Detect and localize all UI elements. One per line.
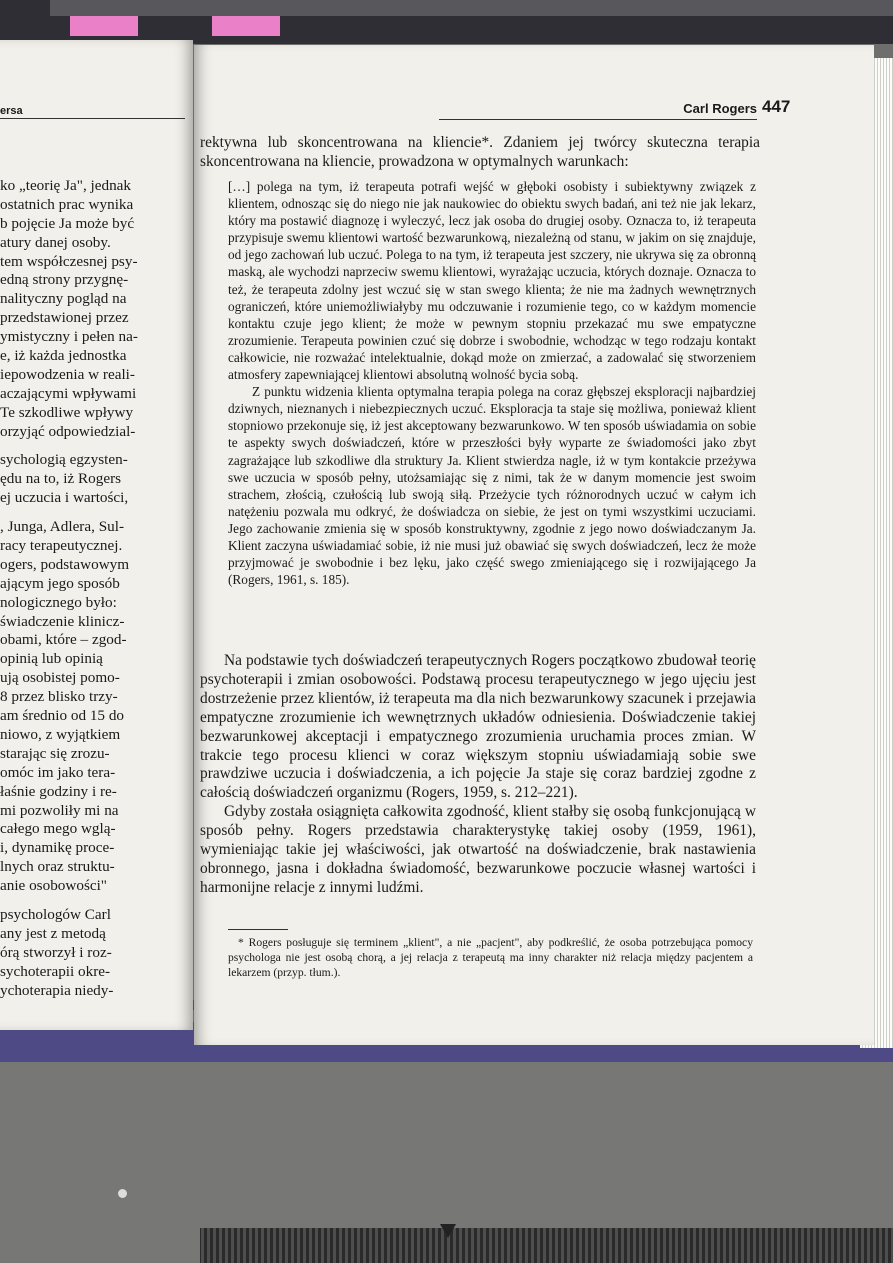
left-text-line [0,441,182,451]
pink-bookmark-tab [70,16,138,36]
left-text-line: ej uczucia i wartości, [0,489,129,507]
left-text-line: edną strony przygnę- [0,271,129,289]
block-quote [228,178,756,588]
left-text-line: niowo, z wyjątkiem [0,725,121,743]
quote-paragraph: […] polega na tym, iż terapeuta potrafi wejść w głęboki osobisty i subiektywny związek z klientem, odnosząc się do niego nie jak naukowiec do obiektu swych badań, ani też nie jak lekarz, który ma postawić diagnozę i wyleczyć, lecz jak osoba do drugiej osoby. Oznacza to, iż terapeuta przypisuje swemu klientowi wartość bezwarunkową, niezależną od stanu, w jakim on się znajduje, od jego zachowań lub uczuć. Polega to na tym, iż terapeuta jest szczery, nie ukrywa się za obronną maską, ale wychodzi naprzeciw swemu klientowi, wyrażając uczucia, których doznaje. Oznacza to też, że terapeuta zdolny jest wczuć się w stan swego klienta; że nie ma żadnych wewnętrznych ograniczeń, które uniemożliwiałyby mu odczuwanie i rozumienie tego, co w każdym momencie kontaktu czuje jego klient; że może w pewnym stopniu przekazać mu swe empatyczne zrozumienie. Terapeuta powinien czuć się dobrze i swobodnie, wchodząc w tego rodzaju kontakt całkowicie, nie rozważać intelektualnie, dokąd może on zmierzać, a zadowalać się stworzeniem atmosfery zapewniającej klientowi absolutną wolność bycia sobą. [228,179,756,383]
left-text-line: i, dynamikę proce- [0,839,115,857]
left-text-line: racy terapeutycznej. [0,537,123,555]
footnote: * Rogers posługuje się terminem „klient", a nie „pacjent", aby podkreślić, że osoba potrzebująca pomocy psychologa nie jest osobą chorą, a jej relacja z terapeutą ma inny charakter niż relacja między pacjentem a lekarzem (przyp. tłum.). [228,936,753,979]
left-text-line: , Junga, Adlera, Sul- [0,518,125,536]
left-text-line: opinią lub opinią [0,650,103,668]
dust-speck [118,1189,127,1198]
left-text-line: e, iż każda jednostka [0,347,127,365]
left-text-line: świadczenie klinicz- [0,612,125,630]
left-text-line: sychoterapii okre- [0,962,111,980]
scanner-strip [50,0,893,16]
left-text-line: psychologów Carl [0,905,111,923]
left-page [0,40,193,1030]
left-text-line: aczającymi wpływami [0,384,137,402]
header-rule [439,119,757,120]
left-text-line: iepowodzenia w reali- [0,365,135,383]
body-paragraph: Gdyby została osiągnięta całkowita zgodność, klient stałby się osobą funkcjonującą w sposób pełny. Rogers przedstawia charakterystykę takiej osoby (1959, 1961), wymieniając takie jej właściwości, jak otwartość na doświadczenie, brak nastawienia obronnego, jasna i dokładna świadomość, bezwarunkowe poczucie własnej wartości i harmonijne relacje z innymi ludźmi. [200,803,756,896]
left-text-line: ogers, podstawowym [0,555,130,573]
left-text-line: mi pozwoliły mi na [0,801,119,819]
left-text-line: łaśnie godziny i re- [0,782,117,800]
left-text-line: sychologią egzysten- [0,451,128,469]
quote-paragraph: Z punktu widzenia klienta optymalna terapia polega na coraz głębszej eksploracji najbardziej dziwnych, nieznanych i niebezpiecznych uczuć. Eksploracja ta staje się możliwa, ponieważ klient stopniowo przekonuje się, iż jest akceptowany bezwarunkowo. W ten sposób uświadamia on sobie te aspekty swych doświadczeń, które w przeszłości były wyparte ze świadomości jako zbyt zagrażające lub szkodliwe dla struktury Ja. Klient stwierdza nagle, iż w tym kontakcie przeżywa swe uczucia w sposób pełny, utożsamiając się z nimi, tak że w danym momencie jest swoim strachem, złością, czułością lub swoją siłą. Przeżycie tych różnorodnych uczuć w całym ich natężeniu pozwala mu odkryć, że doświadcza on siebie, że jest on tymi wszystkimi uczuciami. Jego zachowanie zmienia się w sposób konstruktywny, zgodnie z jego nowo doświadczanym Ja. Klient zaczyna uświadamiać sobie, iż nie musi już obawiać się swych doświadczeń, lecz że może przyjmować je swobodnie i bez lęku, jako część swego zmieniającego się i rozwijającego Ja (Rogers, 1961, s. 185). [228,384,756,588]
left-text-line: nalityczny pogląd na [0,290,127,308]
left-text-line: ostatnich prac wynika [0,195,134,213]
left-text-line: b pojęcie Ja może być [0,214,135,232]
left-text-column [0,177,182,1000]
left-text-line: ymistyczny i pełen na- [0,328,138,346]
left-text-line: ują osobistej pomo- [0,669,120,687]
body-paragraph: Na podstawie tych doświadczeń terapeutycznych Rogers początkowo zbudował teorię psychoterapii i zmian osobowości. Podstawą procesu terapeutycznego w jego ujęciu jest dostrzeżenie przez klientów, iż terapeuta ma dla nich bezwarunkowy szacunek i przejawia empatyczne zrozumienie ich wewnętrznych układów odniesienia. Doświadczenie takiej bezwarunkowej akceptacji i empatycznego zrozumienia uruchamia proces zmian. W trakcie tego procesu klienci w coraz większym stopniu uświadamiają sobie swe prawdziwe uczucia i doświadczenia, a ich pojęcie Ja staje się coraz bardziej zgodne z całością doświadczeń organizmu (Rogers, 1959, s. 212–221). [200,652,756,802]
left-text-line [0,508,182,518]
pink-bookmark-tab [212,16,280,36]
left-text-line: całego mego wglą- [0,820,116,838]
scanner-top-edge [0,0,893,44]
scanner-bed [0,1062,893,1263]
left-text-line: nologicznego było: [0,593,117,611]
body-text [200,652,756,898]
left-text-line: órą stworzył i roz- [0,943,112,961]
intro-paragraph: rektywna lub skoncentrowana na kliencie*. Zdaniem jej twórcy skuteczna terapia skoncentrowana na kliencie, prowadzona w optymalnych warunkach: [200,134,760,171]
left-text-line: anie osobowości" [0,877,108,895]
left-header-rule [0,118,185,119]
left-text-line: obami, które – zgod- [0,631,127,649]
left-text-line: przedstawionej przez [0,309,129,327]
left-text-line: atury danej osoby. [0,233,111,251]
left-text-line: tem współczesnej psy- [0,252,138,270]
left-text-line: ko „teorię Ja", jednak [0,177,132,194]
page-number: 447 [762,97,791,116]
left-text-line: omóc im jako tera- [0,763,116,781]
left-text-line: ychoterapia niedy- [0,981,114,999]
running-head: Carl Rogers [683,101,757,116]
left-text-line: orzyjąć odpowiedzial- [0,422,136,440]
left-text-line: lnych oraz struktu- [0,858,115,876]
left-text-line: Te szkodliwe wpływy [0,403,134,421]
left-text-line: 8 przez blisko trzy- [0,688,118,706]
arrow-down-icon [440,1224,456,1238]
left-running-head: ersa [0,105,23,117]
left-text-line: am średnio od 15 do [0,707,125,725]
left-text-line [0,896,182,906]
footnote-rule [228,929,288,930]
left-text-line: starając się zrozu- [0,744,110,762]
left-text-line: any jest z metodą [0,924,106,942]
left-text-line: ędu na to, iż Rogers [0,470,122,488]
left-text-line: ającym jego sposób [0,574,120,592]
right-page [194,45,874,1045]
intro-block [200,133,760,172]
